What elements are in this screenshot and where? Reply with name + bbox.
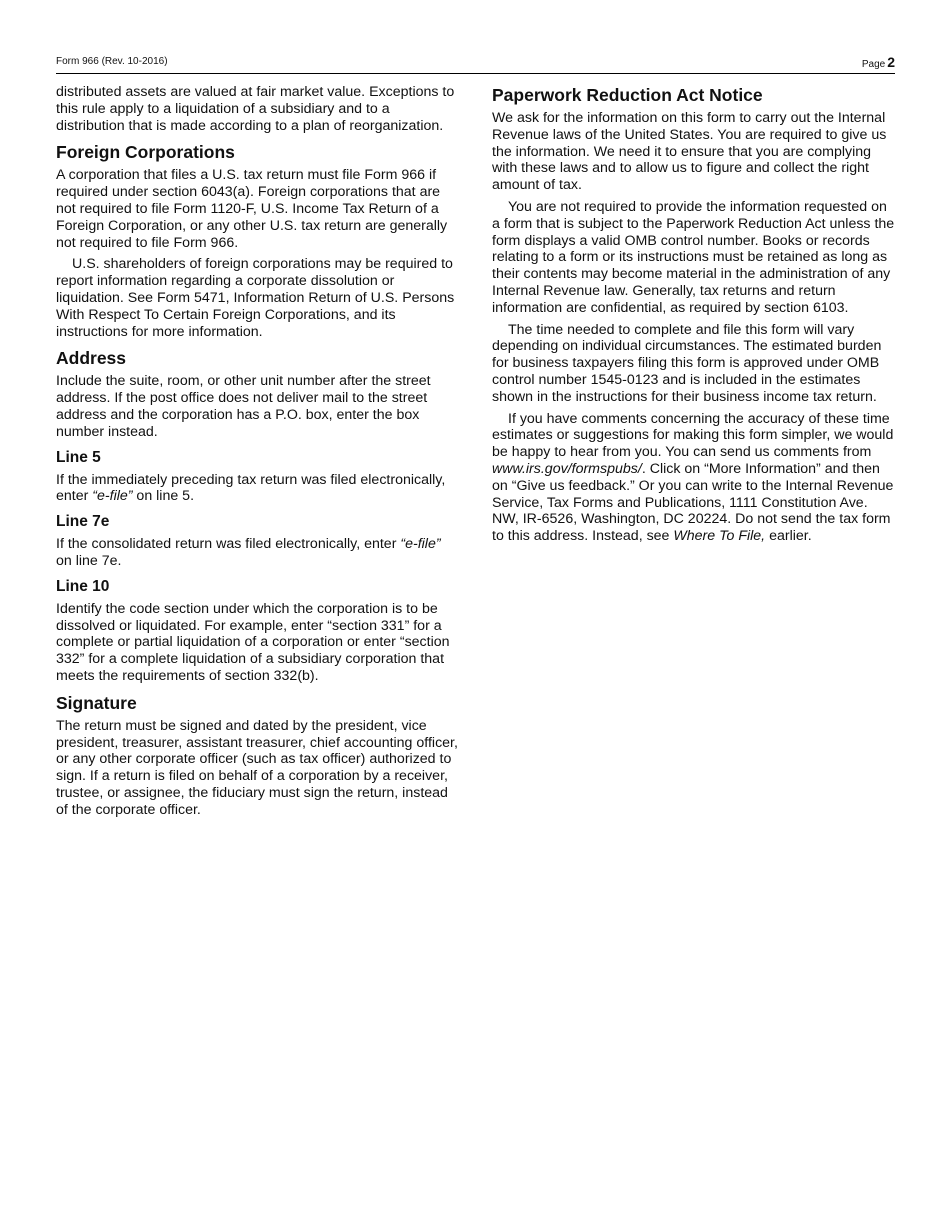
paperwork-paragraph-2: You are not required to provide the information requested on a form that is subject to the Paperwork Reduction Act unless the form displays a valid OMB control number. Books or records relating to a form or its instructions must be retained as long as their contents may become material in the administration of any Internal Revenue law. Generally, tax returns and return information are confidential, as required by section 6103. (492, 198, 895, 316)
foreign-corporations-paragraph-2: U.S. shareholders of foreign corporations may be required to report information regarding a corporate dissolution or liquidation. See Form 5471, Information Return of U.S. Persons With Respect To Certain Foreign Corporations, and its instructions for more information. (56, 256, 455, 340)
paperwork-paragraph-1: We ask for the information on this form to carry out the Internal Revenue laws of the United States. You are required to give us the information. We need it to ensure that you are complying with these laws and to allow us to figure and collect the right amount of tax. (492, 110, 887, 194)
right-column (492, 84, 895, 545)
paperwork-paragraph-4 (492, 411, 895, 545)
line-7e-text-b: on line 7e. (56, 552, 122, 569)
irs-formspubs-link[interactable]: www.irs.gov/formspubs/ (492, 460, 642, 477)
line-10-paragraph: Identify the code section under which the corporation is to be dissolved or liquidated. For example, enter “section 331” for a complete or partial liquidation of a corporation or enter “section 332” for a complete liquidation of a subsidiary corporation that meets the requirements of section 332(b). (56, 600, 450, 684)
line-5-paragraph (56, 472, 459, 506)
line-7e-paragraph (56, 536, 459, 570)
page-number: 2 (887, 54, 895, 70)
page-word: Page (861, 59, 886, 70)
address-heading: Address (56, 348, 127, 369)
intro-paragraph: distributed assets are valued at fair market value. Exceptions to this rule apply to a liquidation of a subsidiary and to a distribution that is made according to a plan of reorganization. (56, 84, 455, 134)
paperwork-reduction-heading: Paperwork Reduction Act Notice (492, 85, 763, 105)
paperwork-paragraph-3: The time needed to complete and file this form will vary depending on individual circumstances. The estimated burden for business taxpayers filing this form is approved under OMB control number 1545-0123 and is included in the estimates shown in the instructions for their business income tax return. (492, 321, 882, 405)
foreign-corporations-paragraph-1: A corporation that files a U.S. tax return must file Form 966 if required under section 6043(a). Foreign corporations that are not required to file Form 1120-F, U.S. Income Tax Return of a Foreign Corporation, or any other U.S. tax return are generally not required to file Form 966. (56, 167, 448, 251)
line-7e-text-a: If the consolidated return was filed electronically, enter (56, 536, 401, 553)
signature-paragraph: The return must be signed and dated by the president, vice president, treasurer, assistant treasurer, chief accounting officer, or any other corporate officer (such as tax officer) authorized to sign. If a return is filed on behalf of a corporation by a receiver, trustee, or assignee, the fiduciary must sign the return, instead of the corporate officer. (56, 717, 458, 818)
line-10-heading: Line 10 (56, 577, 110, 595)
where-to-file-reference: Where To File, (673, 528, 766, 545)
line-7e-efile: “e-file” (400, 536, 441, 553)
foreign-corporations-heading: Foreign Corporations (56, 142, 235, 163)
comments-text-c: earlier. (765, 528, 812, 545)
comments-text-a: If you have comments concerning the accuracy of these time estimates or suggestions for making this form simpler, we would be happy to hear from you. You can send us comments from (492, 410, 894, 461)
page-header (56, 55, 895, 74)
page-indicator (862, 54, 895, 73)
address-paragraph: Include the suite, room, or other unit number after the street address. If the post office does not deliver mail to the street address and the corporation has a P.O. box, enter the box number instead. (56, 373, 431, 440)
left-column (56, 84, 459, 819)
signature-heading: Signature (56, 692, 137, 713)
line-5-heading: Line 5 (56, 448, 101, 466)
form-identifier: Form 966 (Rev. 10-2016) (56, 56, 168, 67)
line-7e-heading: Line 7e (56, 513, 110, 531)
comments-text-b: . Click on “More Information” and then on “Give us feedback.” Or you can write to the Internal Revenue Service, Tax Forms and Publications, 1111 Constitution Ave. NW, IR-6526, Washington, DC 20224. Do not send the tax form to this address. Instead, see (492, 460, 894, 545)
line-5-text-a: If the immediately preceding tax return was filed electronically, enter (56, 471, 446, 505)
line-5-text-b: on line 5. (132, 488, 195, 505)
line-5-efile: “e-file” (92, 488, 133, 505)
